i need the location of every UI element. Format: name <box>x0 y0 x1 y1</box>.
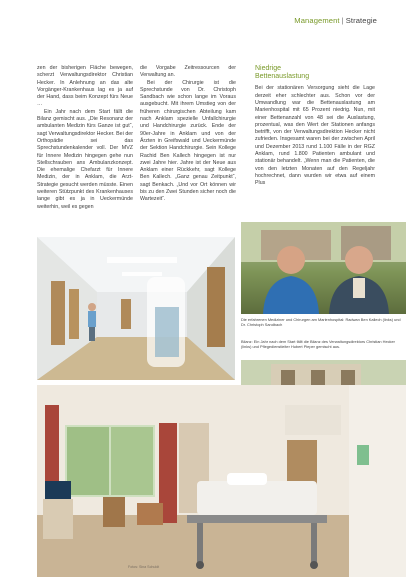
paragraph: zen der bisherigen Fläche bewegen, scherzt Verwaltungsdirektor Christian Hecker. In Anlehnung an das alte Vorgänger-Krankenhaus lag es ja auf der Hand, dass beim Konzept fürs Neue … <box>37 65 133 108</box>
paragraph: Ein Jahr nach dem Start fällt die Bilanz gemischt aus. „Die Resonanz der ambulanten Medizin fürs Ganze ist gut“, sagt Verwaltungsdirektor Hecker. Bei der Orthopädie sei das Sprechstundenkalender voll. Der MVZ für Innere Medizin hingegen gehe nun Stellschrauben ans Ambulanzkonzept. Die ehemalige Chefarzt für Innere Medizin, der in Anklam, die Arzt-Strategie gesucht werden müsste. Einen weiteren Stützpunkt des Krankenhauses lange gibt es ja in Ueckermünde weiterhin, weil es gegen <box>37 108 133 210</box>
paragraph: Bei der Chirurgie ist die Sprechstunde von Dr. Christoph Sandbach wie schon lange im Voraus ausgebucht. Mit ihrem Umstieg von der früheren chirurgischen Abteilung kam nach Anklam spezielle Unfallchirurgie und Handchirurgie zurück. Ende der 90er-Jahre in Anklam und von der Ärzten in Greifswald und Ueckermünde der Sektion Handchirurgie. Sein Kollege Rachid Ben Kallech hingegen ist nur zwei Jahre hier. Jahre ist der Neue aus Anklam einer Rückkehr, sagt Kollege Ben Kallech. „Ganz genau Zeitpunkt“, sagt Benkach. „Und vor Ort können wir bis zu den Zwei Stunden sicher noch die Wartezeit“. <box>140 79 236 203</box>
patient-room-photo <box>37 385 406 577</box>
room-illustration <box>37 385 406 577</box>
heading-line-1: Niedrige <box>255 65 282 72</box>
paragraph: Bei der stationären Versorgung sieht die Lage derzeit eher schlechter aus. Schon vor der Umwandlung war die Bettenauslastung am Marienhospital mit 65 Prozent niedrig. Nun, mit einer Bettenanzahl von 48 sei die Auslastung, prozentual, was den Wert der Stationen anfangs betrifft, von der Verwaltungsdirektion Hecker nicht zufrieden. Insgesamt waren bei der zwischen April und Dezember 2013 rund 1.100 Fälle in der RGZ Anklam, rund 1.800 Patienten ambulant und stationär behandelt. „Wenn man die Patienten, die von den letzten Monaten auf den Regeljahr hochrechnet, dann wurden wir etwa auf einem Plus <box>255 85 375 187</box>
page-header <box>294 16 377 25</box>
header-separator: | <box>341 16 344 25</box>
photo-credit: Fotos: Sina Schuldt <box>128 565 160 569</box>
section-heading <box>255 65 375 81</box>
managers-photo-caption: Bilanz: Ein Jahr nach dem Start fällt die Bilanz des Verwaltungsdirektors Christian Hecker (links) und Pflegedienstleiter Hubert Pieper gemischt aus. <box>241 339 395 350</box>
doctors-illustration <box>241 222 406 314</box>
section-label: Management <box>294 16 340 25</box>
article-column-3 <box>255 65 375 188</box>
hospital-corridor-photo <box>37 237 235 380</box>
article-column-2 <box>140 65 236 204</box>
article-column-1 <box>37 65 133 211</box>
paragraph: die Vorgabe Zeitressourcen der Verwaltung an. <box>140 65 236 79</box>
doctors-photo-caption: Die erfahrenen Mediziner und Chirurgen am Marienhospital: Radwan Ben Kallech (links) und Dr. Christoph Sandbach <box>241 317 401 328</box>
two-doctors-portrait-photo <box>241 222 406 314</box>
corridor-illustration <box>37 237 235 380</box>
subsection-label: Strategie <box>345 16 377 25</box>
heading-line-2: Bettenauslastung <box>255 73 310 81</box>
